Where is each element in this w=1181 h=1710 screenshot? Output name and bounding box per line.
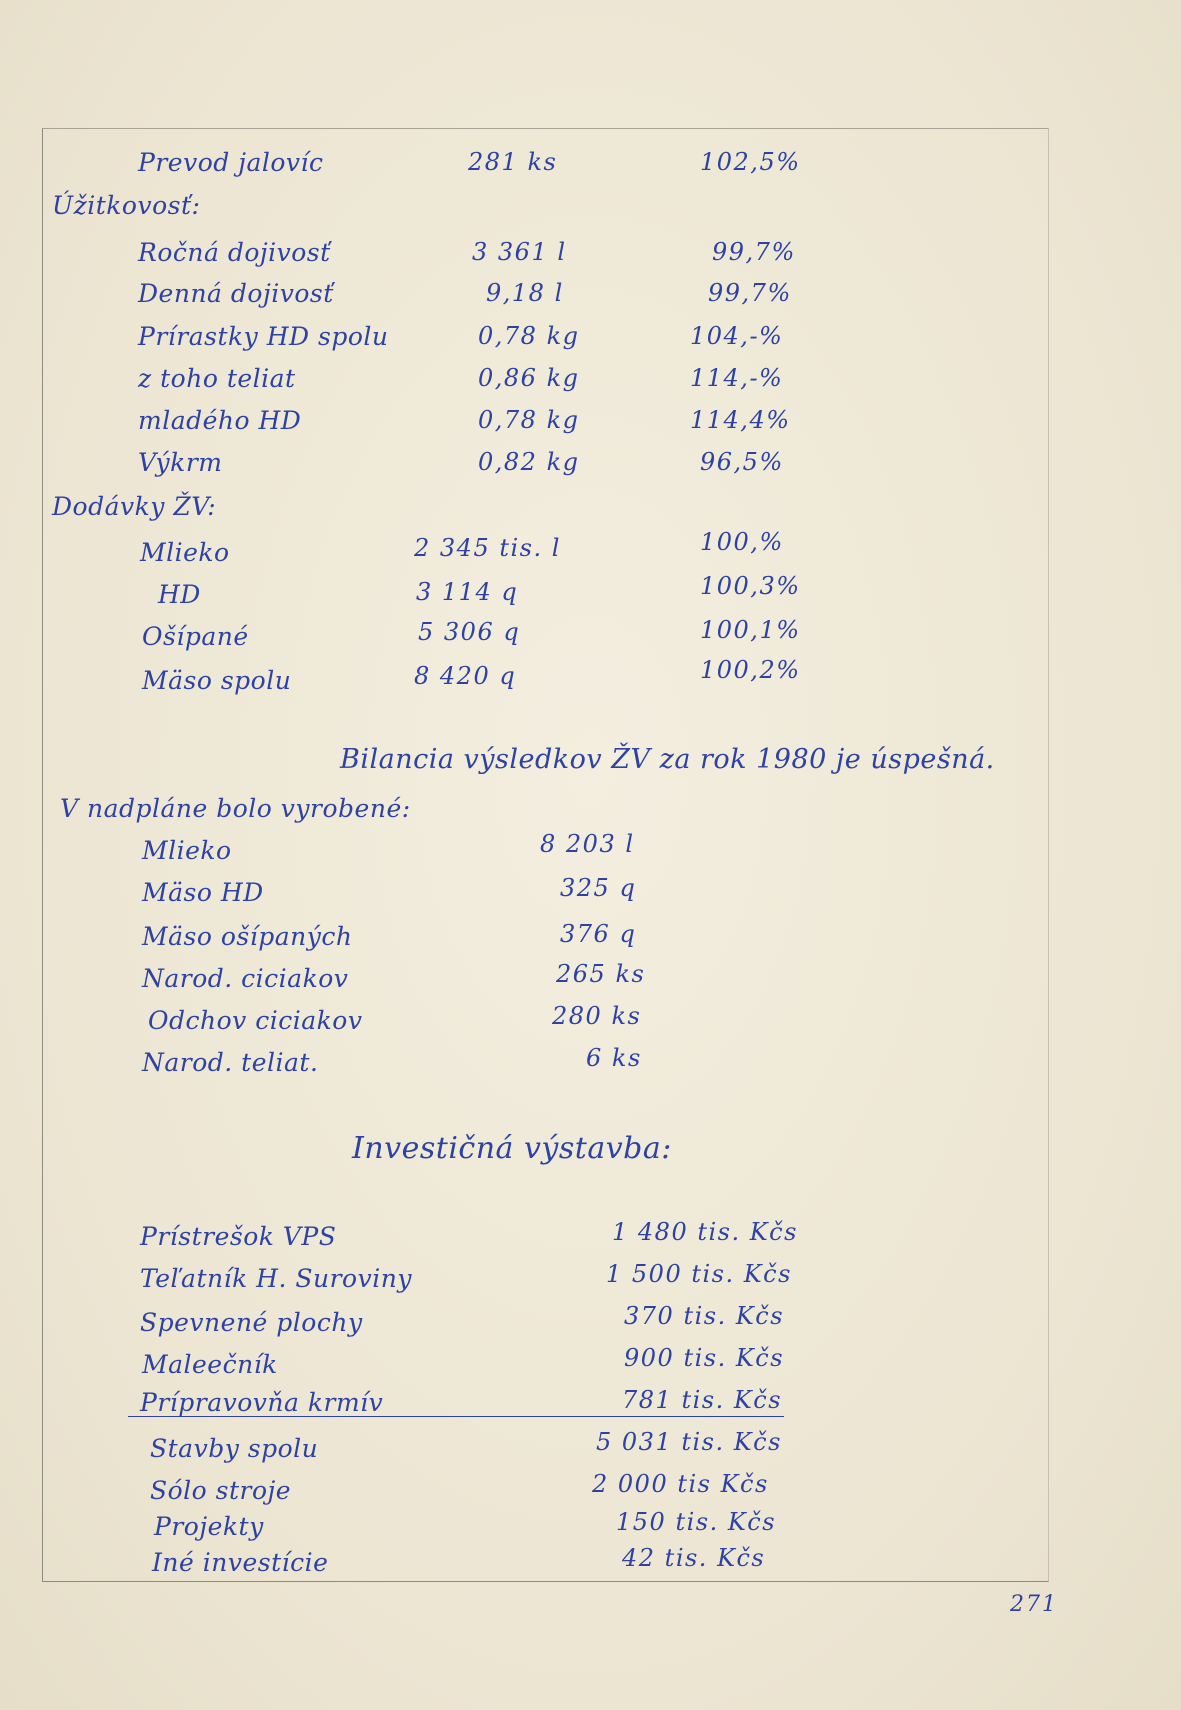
- dodavky-row-pct: 100,%: [700, 528, 784, 556]
- investicna-total-label: Projekty: [154, 1512, 264, 1541]
- uzitkovost-row-qty: 0,78 kg: [478, 322, 580, 350]
- uzitkovost-row-pct: 99,7%: [708, 279, 792, 307]
- investicna-row-label: Spevnené plochy: [140, 1308, 363, 1337]
- investicna-row-qty: 781 tis. Kčs: [622, 1386, 783, 1414]
- uzitkovost-row-pct: 114,-%: [690, 364, 784, 392]
- nadplan-row-label: Narod. teliat.: [142, 1048, 319, 1077]
- nadplan-heading: V nadpláne bolo vyrobené:: [60, 794, 411, 823]
- uzitkovost-row-qty: 0,86 kg: [478, 364, 580, 392]
- investicna-total-qty: 42 tis. Kčs: [622, 1544, 766, 1572]
- dodavky-row-pct: 100,2%: [700, 656, 801, 684]
- dodavky-row-label: Ošípané: [142, 622, 249, 651]
- uzitkovost-row-label: Ročná dojivosť: [138, 238, 331, 267]
- dodavky-row-label: Mäso spolu: [142, 666, 292, 695]
- uzitkovost-row-qty: 3 361 l: [472, 238, 567, 266]
- investicna-total-label: Stavby spolu: [150, 1434, 319, 1463]
- prevod-label: Prevod jalovíc: [138, 148, 324, 177]
- nadplan-row-label: Mäso ošípaných: [142, 922, 353, 951]
- uzitkovost-row-label: z toho teliat: [138, 364, 296, 393]
- nadplan-row-qty: 376 q: [560, 920, 637, 948]
- nadplan-row-qty: 6 ks: [586, 1044, 642, 1072]
- prevod-qty: 281 ks: [468, 148, 558, 176]
- nadplan-row-label: Narod. ciciakov: [142, 964, 349, 993]
- investicna-total-qty: 150 tis. Kčs: [616, 1508, 777, 1536]
- uzitkovost-row-pct: 104,-%: [690, 322, 784, 350]
- investicna-total-label: Sólo stroje: [150, 1476, 292, 1505]
- uzitkovost-heading: Úžitkovosť:: [52, 191, 201, 220]
- investicna-row-label: Maleečník: [142, 1350, 278, 1379]
- uzitkovost-row-qty: 9,18 l: [486, 279, 564, 307]
- nadplan-row-qty: 8 203 l: [540, 830, 635, 858]
- investicna-total-label: Iné investície: [152, 1548, 329, 1577]
- dodavky-row-qty: 2 345 tis. l: [414, 534, 561, 562]
- dodavky-row-pct: 100,1%: [700, 616, 801, 644]
- investicna-row-qty: 370 tis. Kčs: [624, 1302, 785, 1330]
- page-number: 271: [1010, 1592, 1058, 1617]
- investicna-row-label: Teľatník H. Suroviny: [140, 1264, 412, 1293]
- dodavky-row-qty: 3 114 q: [416, 578, 519, 606]
- investicna-row-label: Prístrešok VPS: [140, 1222, 337, 1251]
- uzitkovost-row-pct: 114,4%: [690, 406, 791, 434]
- dodavky-heading: Dodávky ŽV:: [52, 492, 217, 521]
- dodavky-row-qty: 8 420 q: [414, 662, 517, 690]
- investicna-total-qty: 2 000 tis Kčs: [592, 1470, 769, 1498]
- investicna-row-qty: 1 500 tis. Kčs: [606, 1260, 792, 1288]
- uzitkovost-row-label: Prírastky HD spolu: [138, 322, 389, 351]
- dodavky-row-pct: 100,3%: [700, 572, 801, 600]
- investicna-row-qty: 1 480 tis. Kčs: [612, 1218, 798, 1246]
- uzitkovost-row-pct: 96,5%: [700, 448, 784, 476]
- sum-underline: [128, 1416, 784, 1417]
- investicna-row-qty: 900 tis. Kčs: [624, 1344, 785, 1372]
- nadplan-row-qty: 280 ks: [552, 1002, 642, 1030]
- investicna-row-label: Prípravovňa krmív: [140, 1388, 384, 1417]
- uzitkovost-row-pct: 99,7%: [712, 238, 796, 266]
- nadplan-row-qty: 325 q: [560, 874, 637, 902]
- nadplan-row-label: Odchov ciciakov: [148, 1006, 363, 1035]
- nadplan-row-label: Mäso HD: [142, 878, 264, 907]
- uzitkovost-row-label: Výkrm: [138, 448, 223, 477]
- dodavky-row-label: HD: [158, 580, 201, 609]
- nadplan-row-qty: 265 ks: [556, 960, 646, 988]
- investicna-heading: Investičná výstavba:: [352, 1131, 672, 1166]
- dodavky-row-qty: 5 306 q: [418, 618, 521, 646]
- uzitkovost-row-label: Denná dojivosť: [138, 279, 334, 308]
- uzitkovost-row-label: mladého HD: [138, 406, 302, 435]
- uzitkovost-row-qty: 0,78 kg: [478, 406, 580, 434]
- bilancia-sentence: Bilancia výsledkov ŽV za rok 1980 je úspešná.: [340, 744, 995, 775]
- nadplan-row-label: Mlieko: [142, 836, 232, 865]
- investicna-total-qty: 5 031 tis. Kčs: [596, 1428, 782, 1456]
- dodavky-row-label: Mlieko: [140, 538, 230, 567]
- uzitkovost-row-qty: 0,82 kg: [478, 448, 580, 476]
- prevod-pct: 102,5%: [700, 148, 801, 176]
